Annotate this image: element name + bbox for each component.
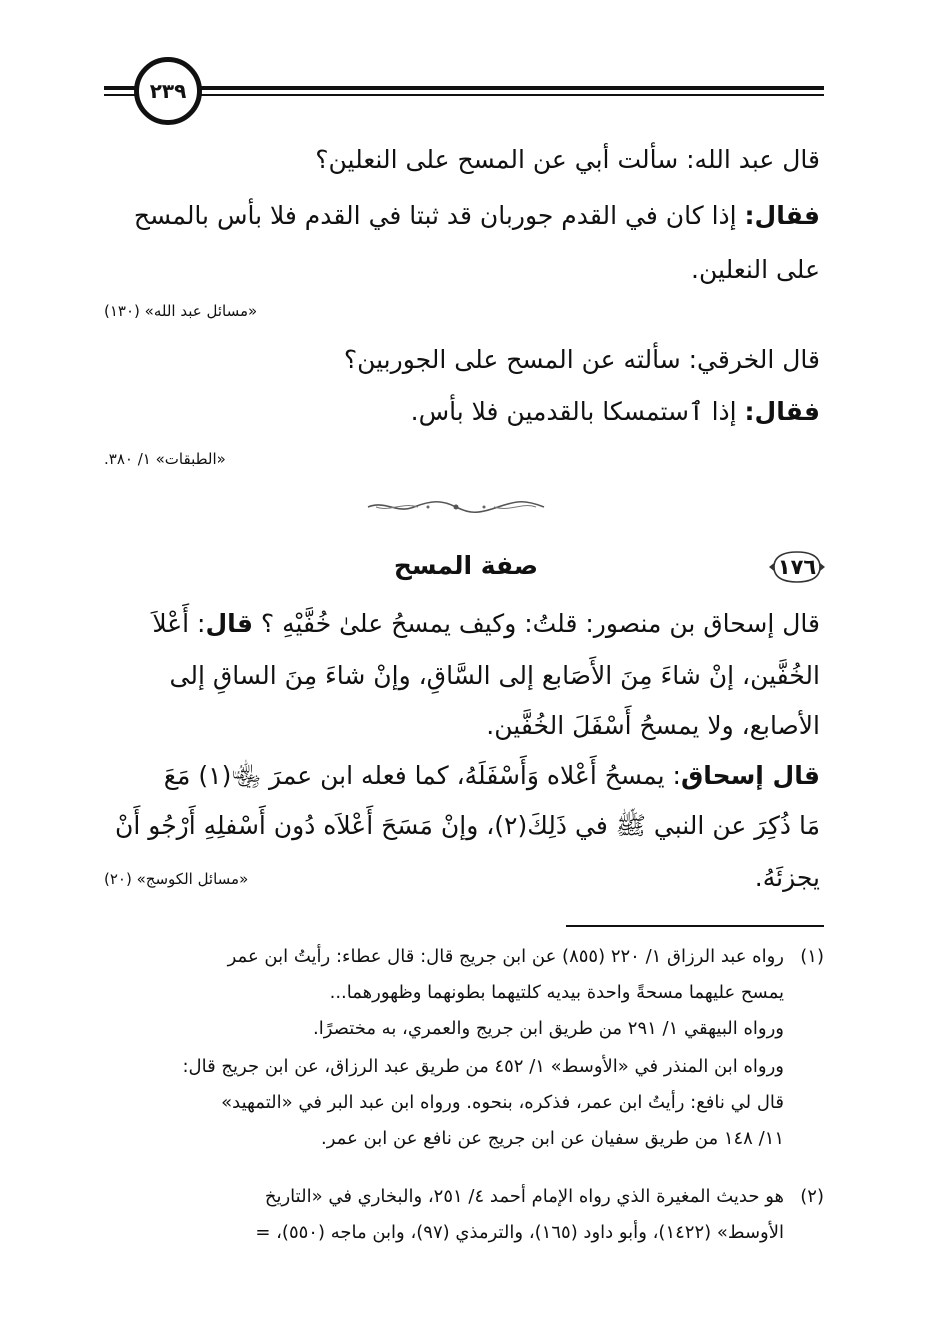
section-number: ١٧٦ — [777, 555, 817, 579]
paragraph-text: إذا كان في القدم جوربان قد ثبتا في القدم فلا بأس بالمسح — [133, 201, 745, 230]
source-citation: «مسائل عبد الله» (١٣٠) — [104, 302, 258, 320]
paragraph-line — [152, 604, 820, 644]
speaker-label: قال إسحاق — [680, 761, 820, 790]
footnote-line: ورواه ابن المنذر في «الأوسط» ١/ ٤٥٢ من طريق عبد الرزاق، عن ابن جريج قال: — [182, 1056, 784, 1077]
source-citation: «مسائل الكوسج» (٢٠) — [104, 870, 249, 888]
page-number-badge — [134, 57, 202, 125]
footnote-line: هو حديث المغيرة الذي رواه الإمام أحمد ٤/ ٢٥١، والبخاري في «التاريخ — [264, 1186, 784, 1207]
footnote-marker: (٢) — [800, 1186, 824, 1207]
footnote-line: الأوسط» (١٤٢٢)، وأبو داود (١٦٥)، والترمذي (٩٧)، وابن ماجه (٥٥٠)، = — [255, 1222, 784, 1243]
page-number: ٢٣٩ — [149, 79, 187, 103]
paragraph-line: مَا ذُكِرَ عن النبي ﷺ في ذَلِكَ(٢)، وإنْ مَسَحَ أَعْلاَه دُون أَسْفلِهِ أَرْجُو أَنْ — [115, 811, 820, 840]
speaker-label: فقال: — [744, 201, 820, 230]
footnote-line: قال لي نافع: رأيتُ ابن عمر، فذكره، بنحوه. ورواه ابن عبد البر في «التمهيد» — [221, 1092, 784, 1113]
paragraph-line — [134, 196, 820, 236]
paragraph-text: إذا ٱستمسكا بالقدمين فلا بأس. — [410, 397, 745, 426]
paragraph-line: على النعلين. — [691, 255, 820, 284]
speaker-label: فقال: — [744, 397, 820, 426]
header-rule — [104, 86, 824, 90]
paragraph-line: يجزئَهُ. — [754, 863, 820, 892]
footnote-line: رواه عبد الرزاق ١/ ٢٢٠ (٨٥٥) عن ابن جريج قال: قال عطاء: رأيتُ ابن عمر — [227, 946, 784, 967]
paragraph-line — [411, 392, 820, 432]
paragraph-line: قال الخرقي: سألته عن المسح على الجوربين؟ — [343, 345, 820, 374]
header-rule-thin — [104, 94, 824, 96]
ornament-divider — [366, 500, 546, 514]
paragraph-text: : يمسحُ أَعْلاه وَأَسْفَلَهُ، كما فعله ابن عمرَ ﵄(١) مَعَ — [163, 761, 681, 790]
source-citation: «الطبقات» ١/ ٣٨٠. — [104, 450, 226, 468]
speaker-label: قال — [205, 609, 253, 638]
paragraph-text: قال إسحاق بن منصور: قلتُ: وكيف يمسحُ علىٰ خُفَّيْهِ ؟ — [252, 609, 820, 638]
paragraph-line: الخُفَّين، إنْ شاءَ مِنَ الأَصَابع إلى السَّاقِ، وإنْ شاءَ مِنَ الساقِ إلى — [169, 661, 820, 690]
footnote-line: ١١/ ١٤٨ من طريق سفيان عن ابن جريج عن نافع عن ابن عمر. — [321, 1128, 784, 1149]
footnote-line: يمسح عليهما مسحةً واحدة بيديه كلتيهما بطونهما وظهورهما... — [329, 982, 784, 1003]
paragraph-line: قال عبد الله: سألت أبي عن المسح على النعلين؟ — [315, 145, 820, 174]
paragraph-text: : أَعْلاَ — [152, 609, 206, 638]
paragraph-line — [164, 756, 820, 796]
section-title: صفة المسح — [393, 551, 539, 580]
footnote-line: ورواه البيهقي ١/ ٢٩١ من طريق ابن جريج والعمري، به مختصرًا. — [313, 1018, 784, 1039]
paragraph-line: الأصابع، ولا يمسحُ أَسْفَلَ الخُفَّين. — [486, 711, 820, 740]
footnote-rule — [566, 925, 824, 927]
footnote-marker: (١) — [800, 946, 824, 967]
